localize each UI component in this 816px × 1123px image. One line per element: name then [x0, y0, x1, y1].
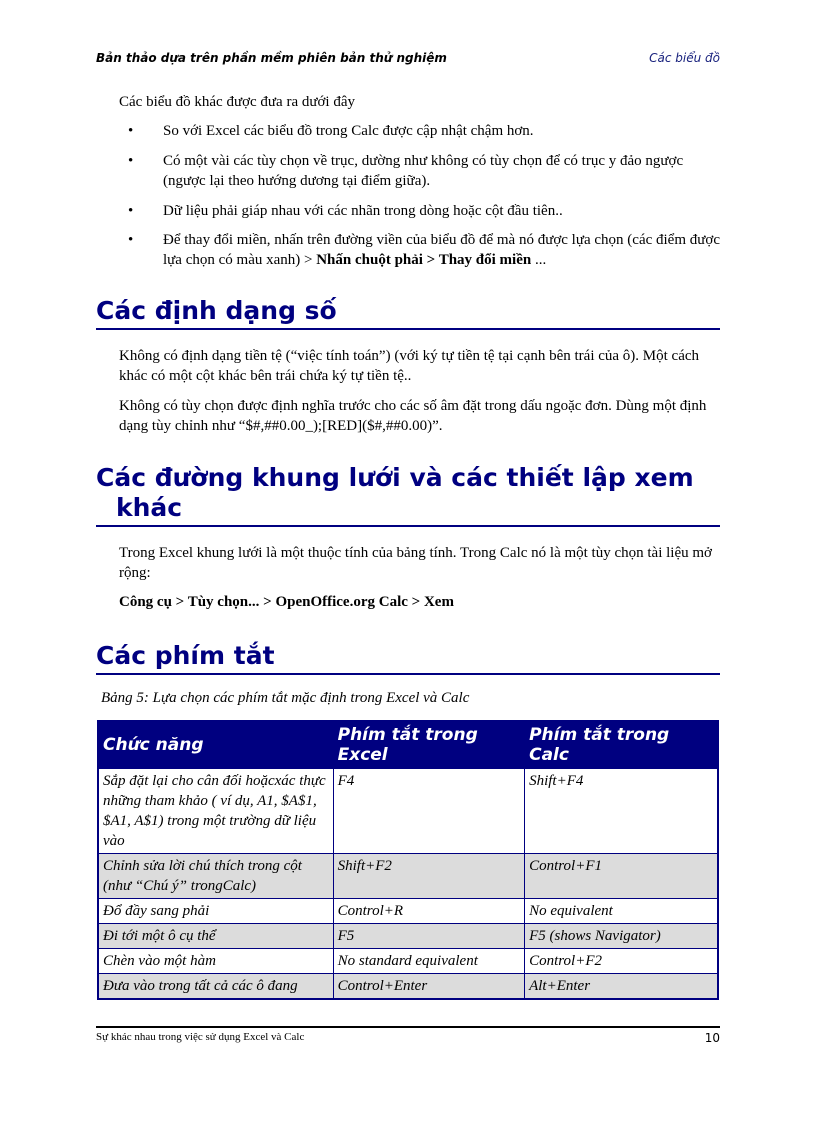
gridlines-paragraph: Trong Excel khung lưới là một thuộc tính của bảng tính. Trong Calc nó là một tùy chọn tài liệu mở rộng: [119, 545, 712, 581]
bullet-item: • Dữ liệu phải giáp nhau với các nhãn trong dòng hoặc cột đầu tiên.. [128, 203, 563, 219]
table-cell: Shift+F2 [333, 854, 524, 899]
bullet-item: • Để thay đổi miền, nhấn trên đường viền của biểu đồ để mà nó được lựa chọn (các điểm được lựa chọn có màu xanh) > Nhấn chuột phải > Thay đổi miền ... [128, 232, 720, 268]
table-cell: F5 [333, 924, 524, 949]
table-row [98, 924, 718, 949]
table-cell: Đưa vào trong tất cả các ô đang [98, 974, 333, 1000]
header-section: Các biểu đồ [649, 51, 720, 65]
footer-divider [96, 1026, 720, 1028]
header-title: Bản thảo dựa trên phần mềm phiên bản thử nghiệm [96, 51, 447, 65]
column-header-function: Chức năng [98, 721, 333, 769]
table-header-row [98, 721, 718, 769]
shortcuts-table [97, 720, 719, 1000]
table-row [98, 769, 718, 854]
table-caption: Bảng 5: Lựa chọn các phím tắt mặc định trong Excel và Calc [101, 690, 470, 706]
running-header [96, 51, 720, 71]
heading-shortcuts: Các phím tắt [96, 641, 720, 675]
bullet-dot-icon: • [128, 203, 134, 219]
table-cell: Control+Enter [333, 974, 524, 1000]
intro-paragraph: Các biểu đồ khác được đưa ra dưới đây [119, 94, 356, 110]
table-cell: Alt+Enter [525, 974, 718, 1000]
table-cell: Đổ đầy sang phải [98, 899, 333, 924]
heading-gridlines: Các đường khung lưới và các thiết lập xem khác [96, 463, 720, 527]
table-row [98, 899, 718, 924]
table-cell: Control+F2 [525, 949, 718, 974]
table-cell: F4 [333, 769, 524, 854]
page-number: 10 [704, 1031, 720, 1045]
table-cell: No equivalent [525, 899, 718, 924]
table-cell: Control+F1 [525, 854, 718, 899]
bullet-dot-icon: • [128, 232, 134, 248]
table-row [98, 974, 718, 1000]
table-row [98, 854, 718, 899]
column-header-excel: Phím tắt trong Excel [333, 721, 524, 769]
table-cell: Chèn vào một hàm [98, 949, 333, 974]
table-cell: F5 (shows Navigator) [525, 924, 718, 949]
bullet-dot-icon: • [128, 153, 134, 169]
table-cell: No standard equivalent [333, 949, 524, 974]
page-footer [96, 1031, 720, 1043]
column-header-calc: Phím tắt trong Calc [525, 721, 718, 769]
table-cell: Control+R [333, 899, 524, 924]
menu-path: Nhấn chuột phải > Thay đổi miền [316, 252, 532, 268]
table-cell: Sắp đặt lại cho cân đối hoặcxác thực những tham khảo ( ví dụ, A1, $A$1, $A1, A$1) trong một trường dữ liệu vào [98, 769, 333, 854]
table-row [98, 949, 718, 974]
bullet-item: • Có một vài các tùy chọn về trục, dường như không có tùy chọn để có trục y đảo ngược (ngược lại theo hướng dương tại điểm giữa). [128, 153, 684, 189]
footer-title: Sự khác nhau trong việc sử dụng Excel và Calc [96, 1031, 305, 1043]
heading-number-formats: Các định dạng số [96, 296, 720, 330]
table-cell: Đi tới một ô cụ thể [98, 924, 333, 949]
bullet-item: • So với Excel các biểu đồ trong Calc được cập nhật chậm hơn. [128, 123, 534, 139]
table-cell: Shift+F4 [525, 769, 718, 854]
bullet-dot-icon: • [128, 123, 134, 139]
number-formats-paragraph-2: Không có tùy chọn được định nghĩa trước cho các số âm đặt trong dấu ngoặc đơn. Dùng một định dạng tùy chỉnh như “$#,##0.00_);[RED]($#,##0.00)”. [119, 398, 707, 434]
gridlines-menu-path: Công cụ > Tùy chọn... > OpenOffice.org Calc > Xem [119, 594, 454, 610]
number-formats-paragraph-1: Không có định dạng tiền tệ (“việc tính toán”) (với ký tự tiền tệ tại cạnh bên trái của ô). Một cách khác có một cột khác bên trái chứa ký tự tiền tệ.. [119, 348, 700, 384]
table-cell: Chỉnh sửa lời chú thích trong cột (như “Chú ý” trongCalc) [98, 854, 333, 899]
